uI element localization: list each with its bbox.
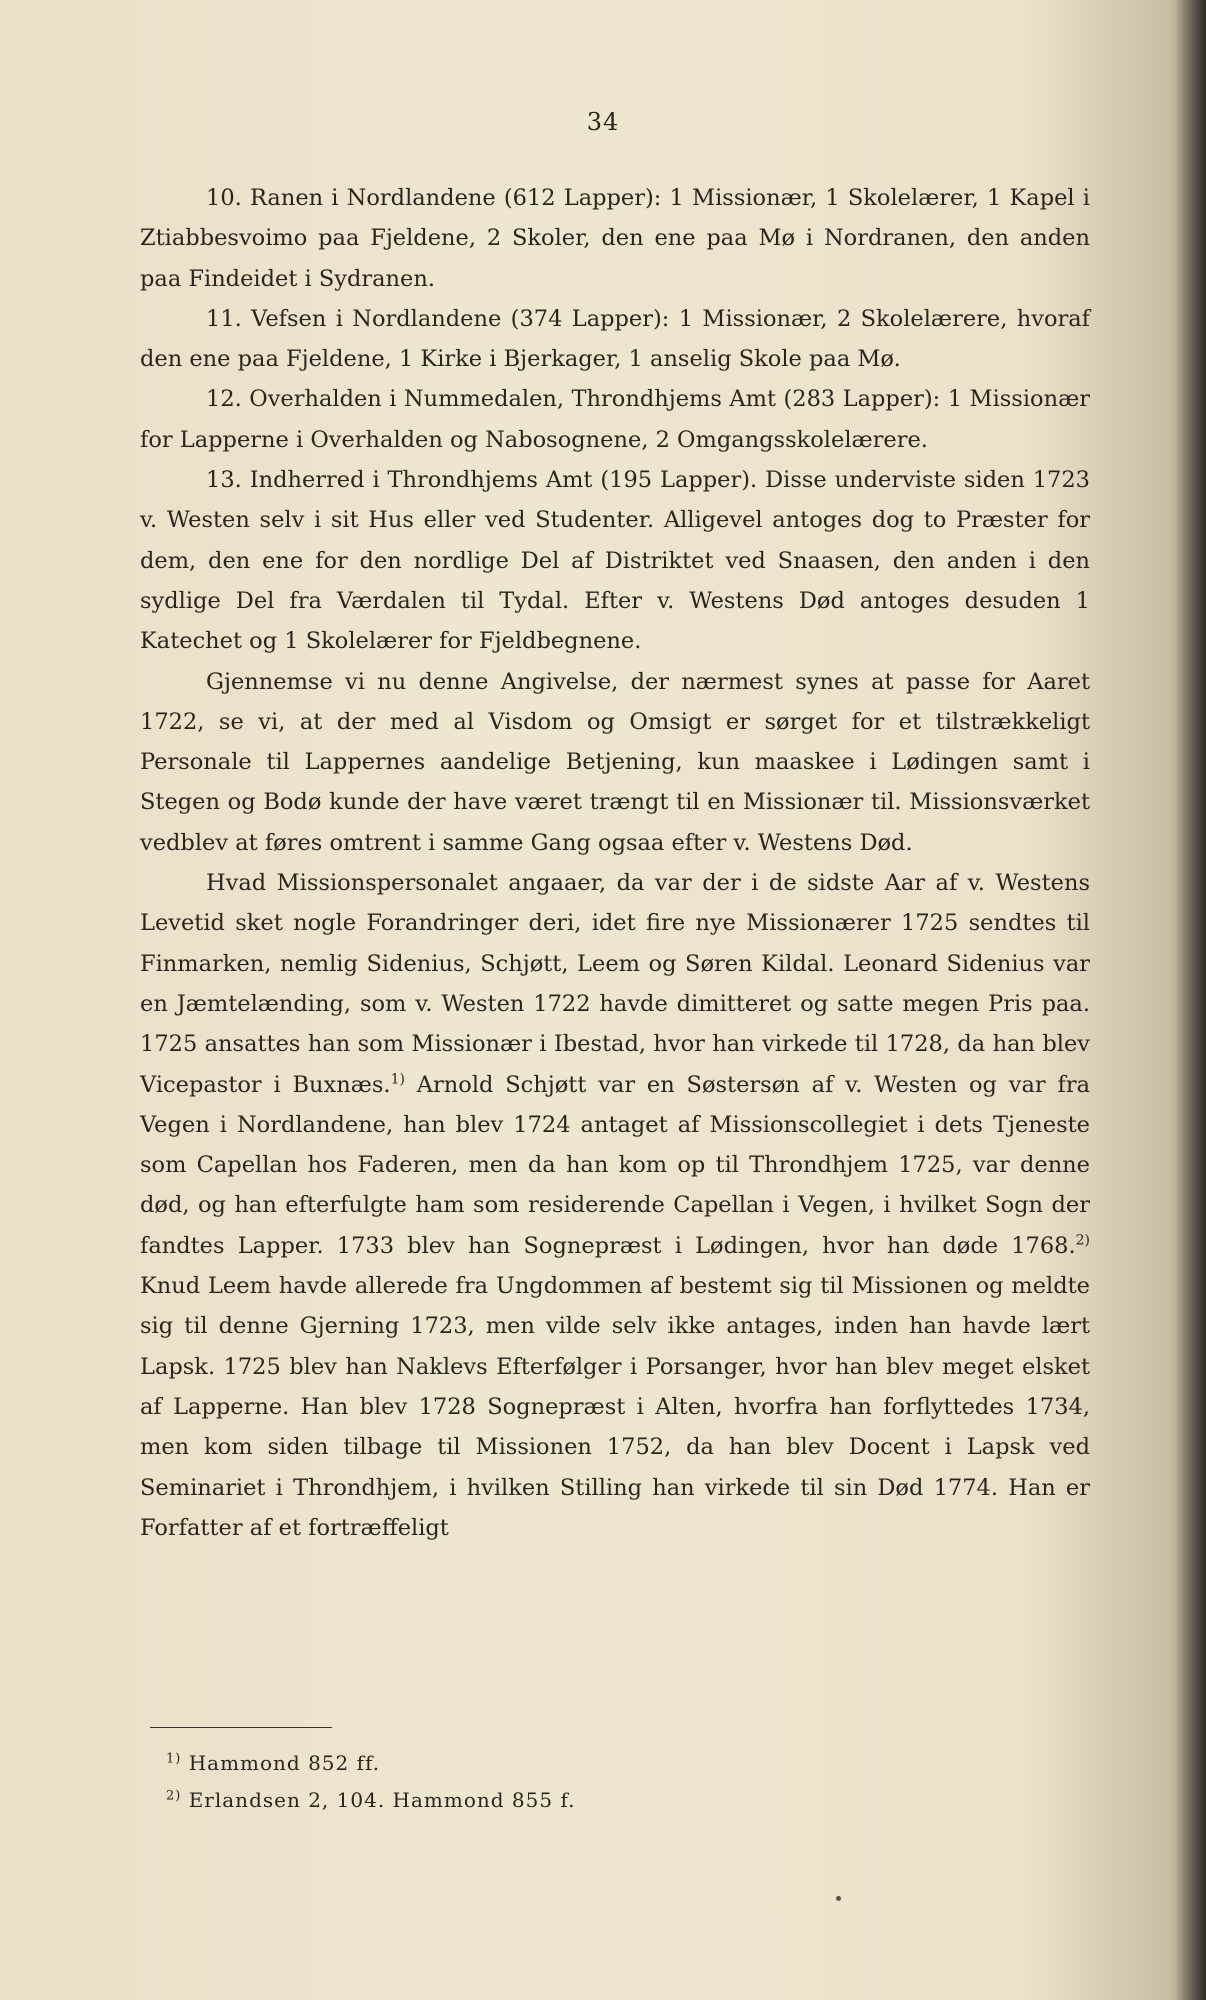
footnote-2	[166, 1782, 1066, 1819]
paragraph-overhalden: 12. Overhalden i Nummedalen, Throndhjems Amt (283 Lapper): 1 Missionær for Lapperne i Overhalden og Nabosognene, 2 Omgangsskolelærere.	[140, 386, 1090, 453]
footnote-1	[166, 1745, 1066, 1782]
body-text	[140, 178, 1090, 1548]
footnote-text-2: Erlandsen 2, 104. Hammond 855 f.	[181, 1788, 576, 1812]
paragraph-vefsen: 11. Vefsen i Nordlandene (374 Lapper): 1 Missionær, 2 Skolelærere, hvoraf den ene paa Fjeldene, 1 Kirke i Bjerkager, 1 anselig Skole paa Mø.	[140, 305, 1090, 373]
ink-spot	[836, 1896, 841, 1901]
paragraph-part-3: Knud Leem havde allerede fra Ungdommen af bestemt sig til Missionen og meldte sig til denne Gjerning 1723, men vilde selv ikke antages, inden han havde lært Lapsk. 1725 blev han Naklevs Efterfølger i Porsanger, hvor han blev meget elsket af Lapperne. Han blev 1728 Sognepræst i Alten, hvorfra han forflyttedes 1734, men kom siden tilbage til Missionen 1752, da han blev Docent i Lapsk ved Seminariet i Throndhjem, i hvilken Stilling han virkede til sin Død 1774. Han er Forfatter af et fortræffeligt	[140, 1273, 1090, 1541]
paragraph-part-2: Arnold Schjøtt var en Søstersøn af v. Westen og var fra Vegen i Nordlandene, han blev 1724 antaget af Missionscollegiet i dets Tjeneste som Capellan hos Faderen, men da han kom op til Throndhjem 1725, var denne død, og han efterfulgte ham som residerende Capellan i Vegen, i hvilket Sogn der fandtes Lapper. 1733 blev han Sognepræst i Lødingen, hvor han døde 1768.	[140, 1071, 1090, 1259]
paragraph-gjennemse: Gjennemse vi nu denne Angivelse, der nærmest synes at passe for Aaret 1722, se vi, at der med al Visdom og Omsigt er sørget for et tilstrækkeligt Personale til Lappernes aandelige Betjening, kun maaskee i Lødingen samt i Stegen og Bodø kunde der have været trængt til en Missionær til. Missionsværket vedblev at føres omtrent i samme Gang ogsaa efter v. Westens Død.	[140, 668, 1090, 856]
paragraph-indherred: 13. Indherred i Throndhjems Amt (195 Lapper). Disse underviste siden 1723 v. Westen selv i sit Hus eller ved Studenter. Alligevel antoges dog to Præster for dem, den ene for den nordlige Del af Distriktet ved Snaasen, den anden i den sydlige Del fra Værdalen til Tydal. Efter v. Westens Død antoges desuden 1 Katechet og 1 Skolelærer for Fjeldbegnene.	[140, 467, 1090, 655]
paragraph-ranen: 10. Ranen i Nordlandene (612 Lapper): 1 Missionær, 1 Skolelærer, 1 Kapel i Ztiabbesvoimo paa Fjeldene, 2 Skoler, den ene paa Mø i Nordranen, den anden paa Findeidet i Sydranen.	[140, 185, 1090, 292]
binding-shadow	[1176, 0, 1206, 2000]
footnote-text-1: Hammond 852 ff.	[181, 1751, 381, 1775]
footnote-ref-1: 1)	[390, 1071, 405, 1088]
footnotes	[166, 1745, 1066, 1819]
paragraph-missionspersonalet	[140, 863, 1090, 1548]
page-number: 34	[586, 108, 620, 136]
footnote-mark-2: 2)	[166, 1788, 182, 1804]
footnote-divider	[150, 1727, 332, 1728]
footnote-ref-2: 2)	[1075, 1232, 1090, 1249]
footnote-mark-1: 1)	[166, 1751, 182, 1767]
paragraph-part-1: Hvad Missionspersonalet angaaer, da var der i de sidste Aar af v. Westens Levetid sket nogle Forandringer deri, idet fire nye Missionærer 1725 sendtes til Finmarken, nemlig Sidenius, Schjøtt, Leem og Søren Kildal. Leonard Sidenius var en Jæmtelænding, som v. Westen 1722 havde dimitteret og satte megen Pris paa. 1725 ansattes han som Missionær i Ibestad, hvor han virkede til 1728, da han blev Vicepastor i Buxnæs.	[140, 870, 1090, 1098]
